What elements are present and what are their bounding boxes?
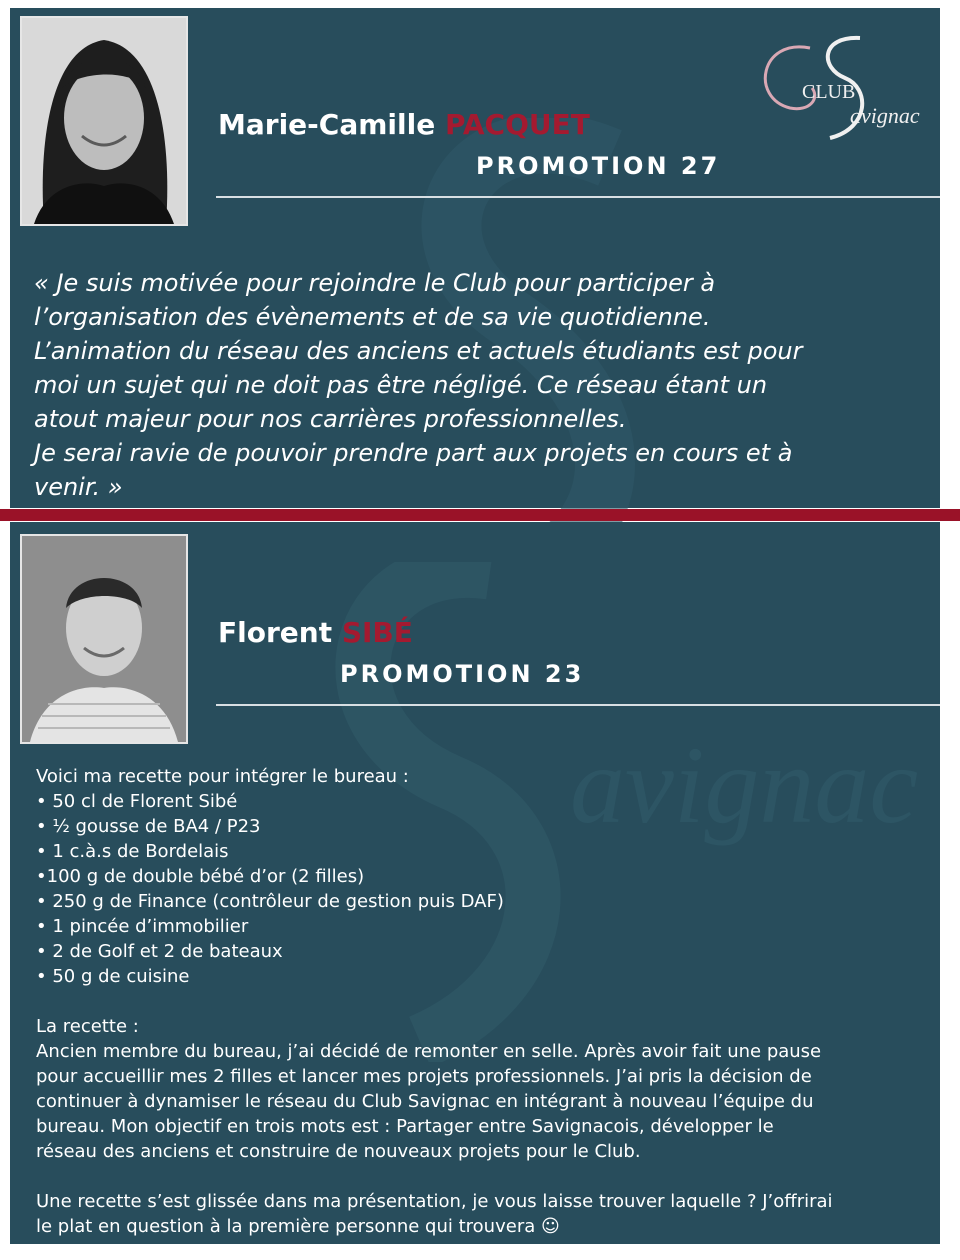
promotion-label: PROMOTION 27	[476, 152, 721, 180]
profile-card-marie-camille	[10, 8, 940, 508]
closing-line: le plat en question à la première personne qui trouvera ☺	[36, 1216, 560, 1237]
portrait-photo	[20, 534, 188, 744]
ingredient-item: • 250 g de Finance (contrôleur de gestion puis DAF)	[36, 891, 504, 912]
ingredient-item: • 1 c.à.s de Bordelais	[36, 841, 229, 862]
logo-club-text: CLUB	[802, 81, 856, 103]
quote-line: atout majeur pour nos carrières professionnelles.	[34, 405, 627, 433]
portrait-photo	[20, 16, 188, 226]
profile-name	[218, 616, 413, 649]
promotion-label: PROMOTION 23	[340, 660, 585, 688]
ingredient-item: • ½ gousse de BA4 / P23	[36, 816, 261, 837]
ingredient-item: • 1 pincée d’immobilier	[36, 916, 249, 937]
profile-card-florent	[10, 522, 940, 1244]
quote-line: moi un sujet qui ne doit pas être négligé. Ce réseau étant un	[34, 371, 768, 399]
profile-name	[218, 108, 590, 141]
logo-savignac-text: avignac	[850, 103, 920, 128]
ingredient-item: • 50 cl de Florent Sibé	[36, 791, 238, 812]
ingredient-item: • 50 g de cuisine	[36, 966, 190, 987]
first-name: Marie-Camille	[218, 108, 436, 141]
club-savignac-logo	[740, 28, 930, 148]
recipe-intro: Voici ma recette pour intégrer le bureau :	[36, 766, 409, 787]
section-divider	[0, 509, 960, 521]
svg-text:avignac: avignac	[570, 724, 919, 846]
divider-rule	[216, 196, 940, 198]
recipe-line: Ancien membre du bureau, j’ai décidé de remonter en selle. Après avoir fait une pause	[36, 1041, 822, 1062]
divider-rule	[216, 704, 940, 706]
quote-line: l’organisation des évènements et de sa vie quotidienne.	[34, 303, 711, 331]
closing-line: Une recette s’est glissée dans ma présentation, je vous laisse trouver laquelle ? J’offrirai	[36, 1191, 833, 1212]
profile-quote	[34, 266, 924, 504]
ingredient-item: •100 g de double bébé d’or (2 filles)	[36, 866, 365, 887]
quote-line: L’animation du réseau des anciens et actuels étudiants est pour	[34, 337, 803, 365]
quote-line: venir. »	[34, 473, 123, 501]
recipe-title: La recette :	[36, 1016, 139, 1037]
recipe-line: réseau des anciens et construire de nouveaux projets pour le Club.	[36, 1141, 641, 1162]
quote-line: « Je suis motivée pour rejoindre le Club pour participer à	[34, 269, 716, 297]
recipe-line: continuer à dynamiser le réseau du Club Savignac en intégrant à nouveau l’équipe du	[36, 1091, 814, 1112]
quote-line: Je serai ravie de pouvoir prendre part aux projets en cours et à	[34, 439, 793, 467]
recipe-line: bureau. Mon objectif en trois mots est : Partager entre Savignacois, développer le	[36, 1116, 774, 1137]
last-name: PACQUET	[444, 108, 590, 141]
first-name: Florent	[218, 616, 333, 649]
ingredient-item: • 2 de Golf et 2 de bateaux	[36, 941, 283, 962]
last-name: SIBÉ	[341, 616, 413, 649]
recipe-line: pour accueillir mes 2 filles et lancer mes projets professionnels. J’ai pris la décision de	[36, 1066, 812, 1087]
profile-recipe	[36, 764, 936, 1239]
